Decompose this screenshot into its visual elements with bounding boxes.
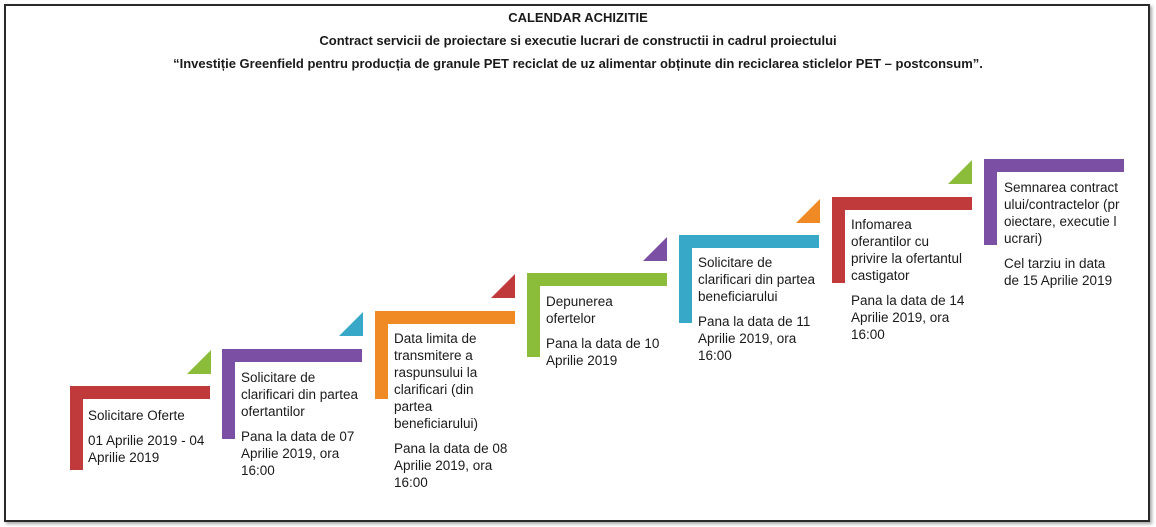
step-1-side-bar bbox=[70, 386, 83, 470]
step-5-top-bar bbox=[679, 235, 819, 248]
step-6-text bbox=[851, 216, 969, 343]
step-7-date: Cel tarziu in data de 15 Aprilie 2019 bbox=[1004, 256, 1113, 288]
step-3-side-bar bbox=[375, 311, 388, 399]
step-5-text bbox=[698, 254, 816, 364]
step-2-arrow-accent bbox=[339, 312, 363, 336]
step-6-date: Pana la data de 14 Aprilie 2019, ora 16:00 bbox=[851, 293, 965, 342]
step-6-side-bar bbox=[832, 197, 845, 283]
step-1-arrow-accent bbox=[187, 350, 211, 374]
step-4-text bbox=[546, 293, 664, 369]
step-2-text bbox=[241, 369, 359, 479]
step-4-title: Depunerea ofertelor bbox=[546, 294, 613, 326]
page-title: CALENDAR ACHIZITIE bbox=[508, 10, 648, 25]
step-5-arrow-accent bbox=[796, 199, 820, 223]
step-4-arrow-accent bbox=[643, 237, 667, 261]
step-5-title: Solicitare de clarificari din partea beneficiarului bbox=[698, 255, 816, 304]
step-2-side-bar bbox=[222, 349, 235, 439]
contract-subtitle: Contract servicii de proiectare si executie lucrari de constructii in cadrul proiectului bbox=[319, 33, 837, 48]
project-title: “Investiție Greenfield pentru producția de granule PET reciclat de uz alimentar obținute din reciclarea sticlelor PET – postconsum”. bbox=[173, 56, 983, 71]
step-4-date: Pana la data de 10 Aprilie 2019 bbox=[546, 336, 660, 368]
step-6-top-bar bbox=[832, 197, 972, 210]
step-4-top-bar bbox=[527, 273, 667, 286]
step-3-title: Data limita de transmitere a raspunsului la clarificari (din partea beneficiarului) bbox=[394, 331, 479, 431]
step-7-text bbox=[1004, 179, 1122, 289]
step-2-title: Solicitare de clarificari din partea ofertantilor bbox=[241, 370, 359, 419]
step-4-side-bar bbox=[527, 273, 540, 357]
step-2-top-bar bbox=[222, 349, 362, 362]
step-6-title: Infomarea oferantilor cu privire la ofertantul castigator bbox=[851, 217, 963, 283]
step-1-top-bar bbox=[70, 386, 210, 399]
step-5-side-bar bbox=[679, 235, 692, 323]
step-7-side-bar bbox=[984, 159, 997, 245]
step-7-title: Semnarea contractului/contractelor (proiectare, executie lucrari) bbox=[1004, 180, 1120, 246]
step-3-text bbox=[394, 330, 514, 491]
step-1-text bbox=[88, 407, 210, 466]
step-2-date: Pana la data de 07 Aprilie 2019, ora 16:00 bbox=[241, 429, 355, 478]
step-3-top-bar bbox=[375, 311, 515, 324]
step-3-date: Pana la data de 08 Aprilie 2019, ora 16:00 bbox=[394, 441, 508, 490]
step-5-date: Pana la data de 11 Aprilie 2019, ora 16:00 bbox=[698, 314, 811, 363]
step-7-top-bar bbox=[984, 159, 1124, 172]
step-3-arrow-accent bbox=[491, 274, 515, 298]
step-1-title: Solicitare Oferte bbox=[88, 408, 185, 423]
step-6-arrow-accent bbox=[948, 160, 972, 184]
step-1-date: 01 Aprilie 2019 - 04 Aprilie 2019 bbox=[88, 433, 205, 465]
